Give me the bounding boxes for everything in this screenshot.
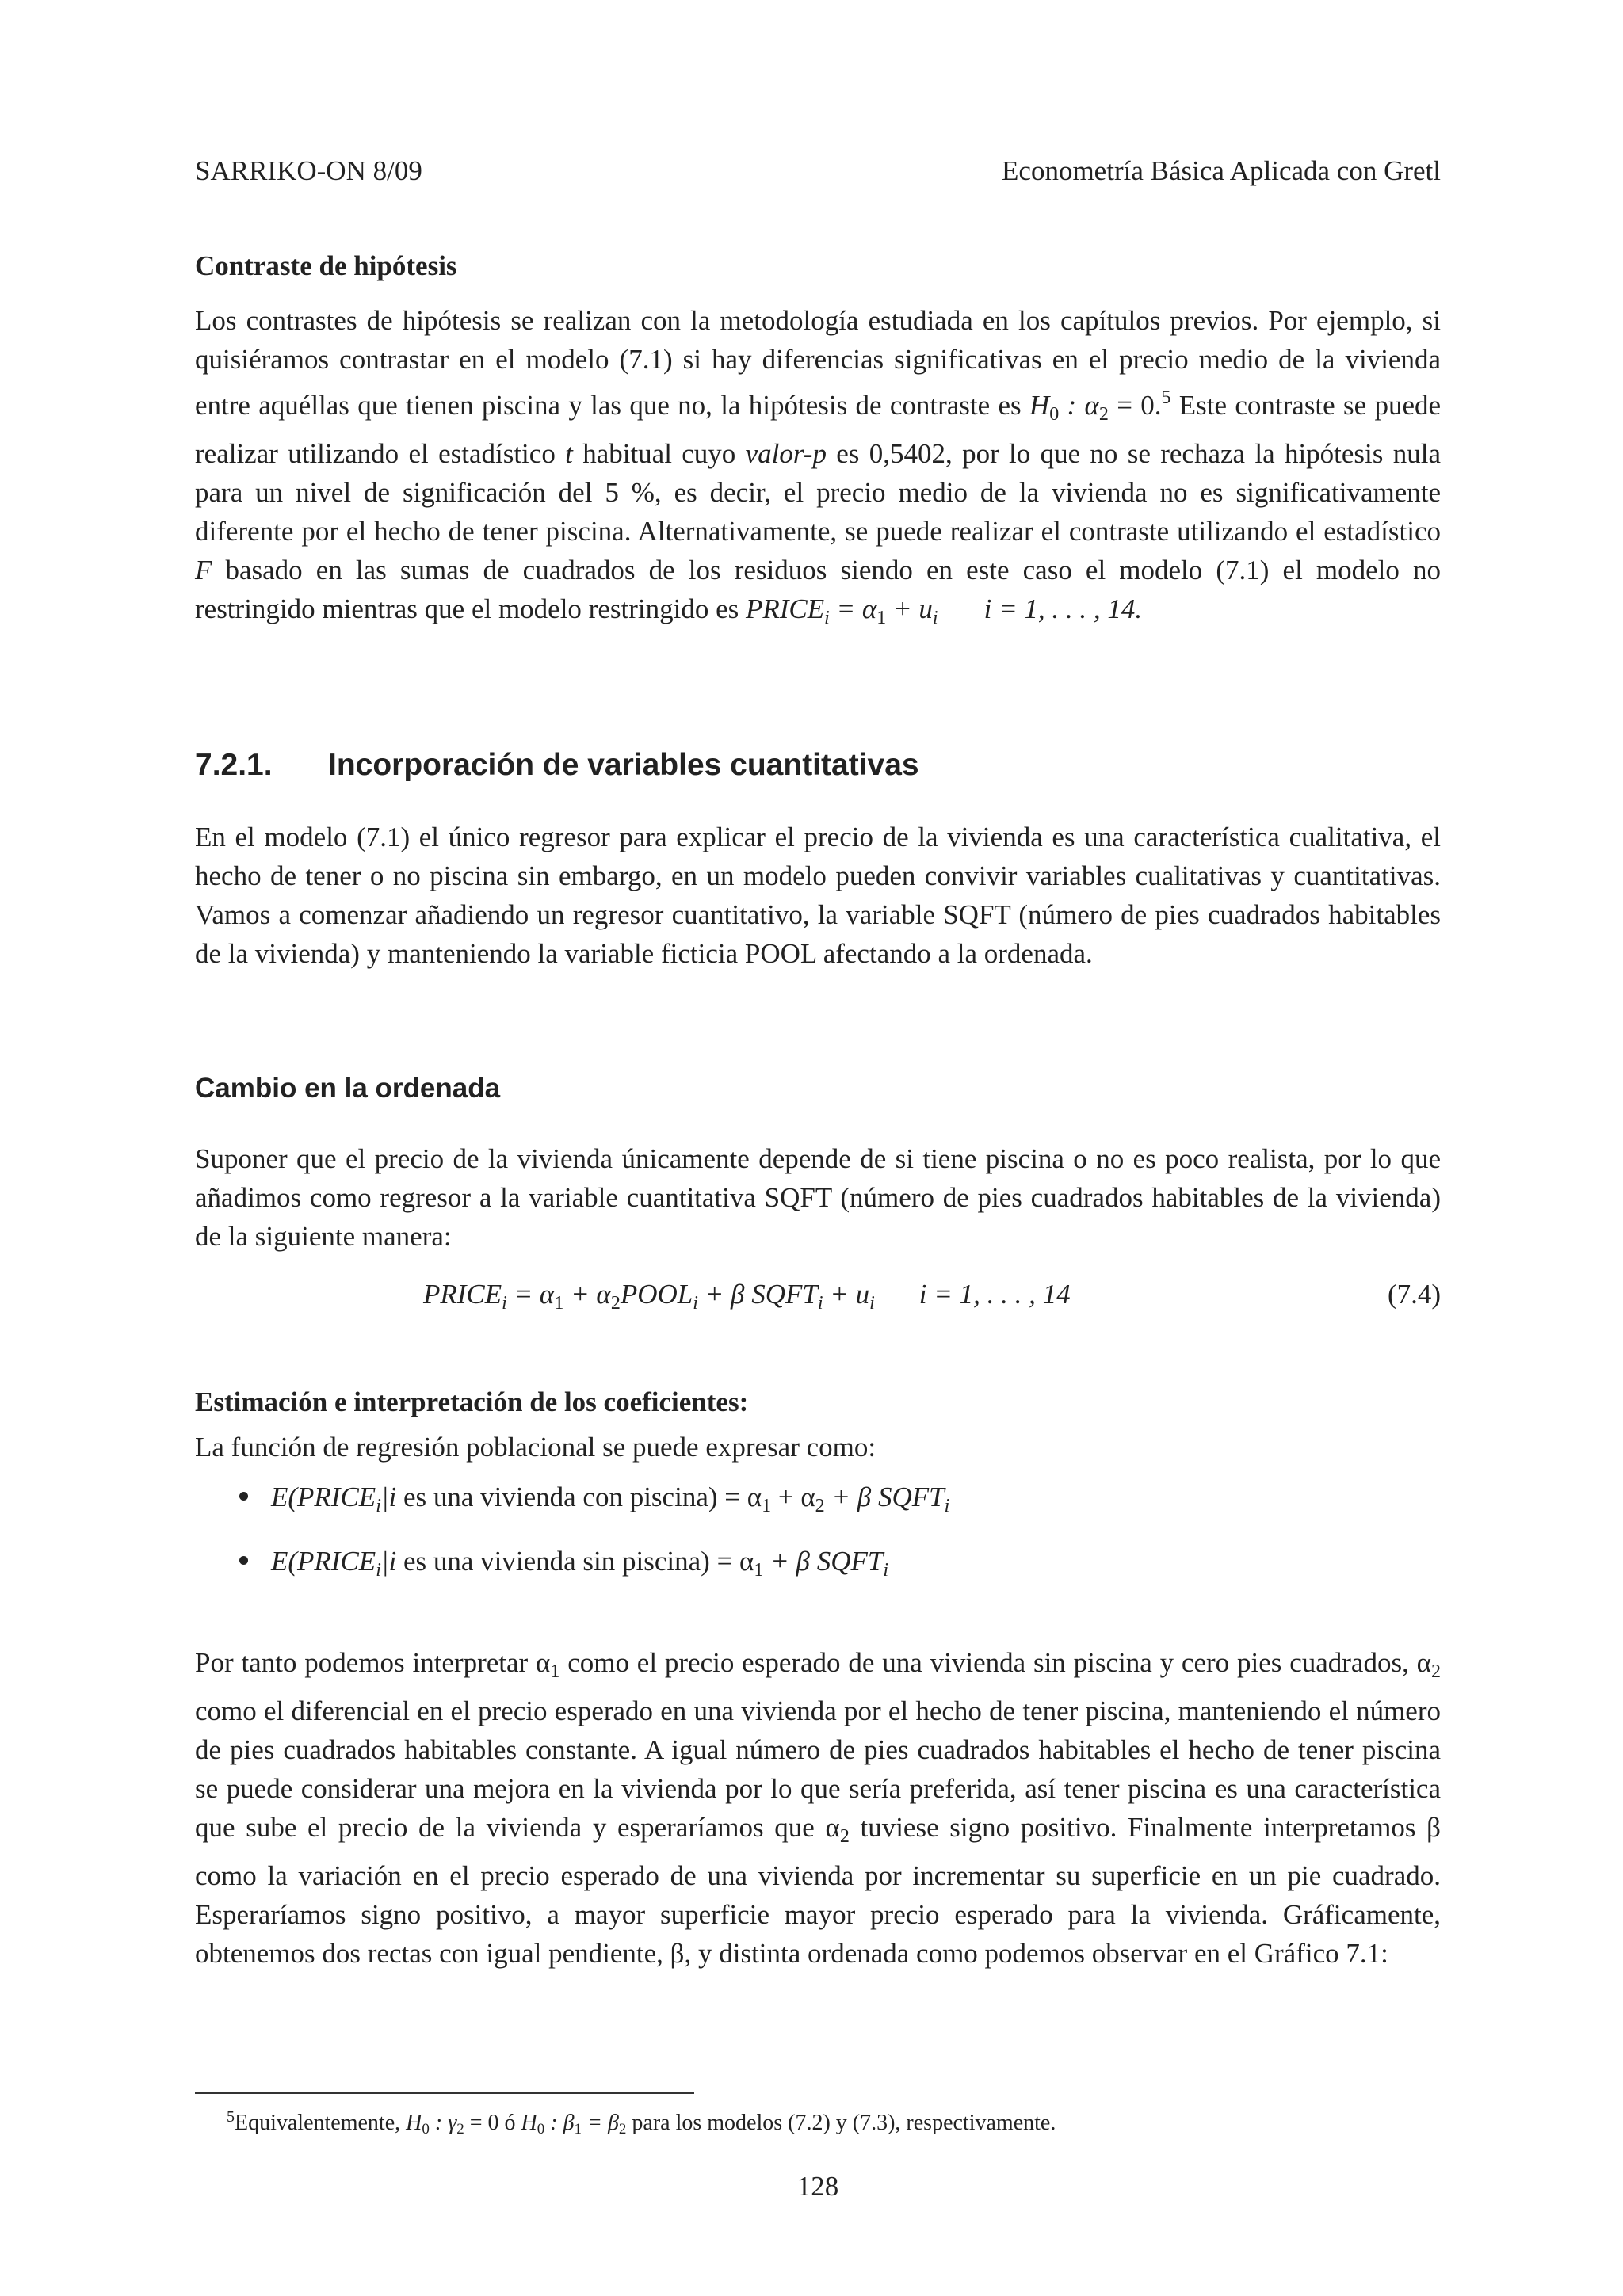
bullet-icon [239,1492,248,1501]
footnote-ref: 5 [1161,387,1171,408]
bullet-sin-piscina: $E(PRICE_i|i$ es una vivienda sin piscina) = $\alpha_1 + \beta$ $SQFT_i$ [195,1542,1441,1590]
equation-body: $PRICE_i = \alpha_1$ + $\alpha_2POOL_i + \beta$ $SQFT_i + u_i$ i = 1, . . . , 14 [423,1279,1071,1314]
section-title: Incorporación de variables cuantitativas [328,748,919,782]
contraste-paragraph: Los contrastes de hipótesis se realizan con la metodología estudiada en los capítulos previos. Por ejemplo, si quisiéramos contrastar en el modelo (7.1) si hay diferencias significativas en el precio medio de la vivienda entre aquéllas que tienen piscina y las que no, la hipótesis de contraste es $H_0$ : $\alpha_2 = 0.^5$ Este contraste se puede realizar utilizando el estadístico t habitual cuyo valor-p es 0,5402, por lo que no se rechaza la hipótesis nula para un nivel de significación del 5 %, es decir, el precio medio de la vivienda no es significativamente diferente por el hecho de tener piscina. Alternativamente, se puede realizar el contraste utilizando el estadístico F basado en las sumas de cuadrados de los residuos siendo en este caso el modelo (7.1) el modelo no restringido mientras que el modelo restringido es $PRICE_i = \alpha_1 + u_i$ i = 1, . . . , 14. [195,305,1442,628]
section-number: 7.2.1. [195,748,273,782]
cambio-heading: Cambio en la ordenada [195,1073,501,1104]
running-header [195,155,1441,187]
estimacion-intro: La función de regresión poblacional se puede expresar como: [195,1432,876,1463]
page-number: 128 [796,2171,839,2202]
regression-bullets [195,1478,1441,1590]
contraste-section [195,250,1441,638]
contraste-heading: Contraste de hipótesis [195,250,457,281]
footnote-rule [195,2092,694,2094]
bullet-icon [239,1556,248,1565]
estimacion-section [195,1386,1441,1590]
interpretation-paragraph: Por tanto podemos interpretar $\alpha_1$ como el precio esperado de una vivienda sin piscina y cero pies cuadrados, $\alpha_2$ como el diferencial en el precio esperado en una vivienda por el hecho de tener piscina, manteniendo el número de pies cuadrados habitables constante. A igual número de pies cuadrados habitables el hecho de tener piscina se puede considerar una mejora en la vivienda por lo que sería preferida, así tener piscina es una característica que sube el precio de la vivienda y esperaríamos que $\alpha_2$ tuviese signo positivo. Finalmente interpretamos β como la variación en el precio esperado de una vivienda por incrementar su superficie en un pie cuadrado. Esperaríamos signo positivo, a mayor superficie mayor precio esperado para la vivienda. Gráficamente, obtenemos dos rectas con igual pendiente, β, y distinta ordenada como podemos observar en el Gráfico 7.1: [195,1647,1441,1969]
interpretation-section [195,1643,1441,1973]
section-paragraph: En el modelo (7.1) el único regresor para explicar el precio de la vivienda es una característica cualitativa, el hecho de tener o no piscina sin embargo, en un modelo pueden convivir variables cualitativas y cuantitativas. Vamos a comenzar añadiendo un regresor cuantitativo, la variable SQFT (número de pies cuadrados habitables de la vivienda) y manteniendo la variable ficticia POOL afectando a la ordenada. [195,822,1441,969]
cambio-paragraph: Suponer que el precio de la vivienda únicamente depende de si tiene piscina o no es poco realista, por lo que añadimos como regresor a la variable cuantitativa SQFT (número de pies cuadrados habitables de la vivienda) de la siguiente manera: [195,1143,1441,1252]
bullet-con-piscina: $E(PRICE_i|i$ es una vivienda con piscina) = $\alpha_1 + \alpha_2 + \beta$ $SQFT_i$ [195,1478,1441,1526]
header-left: SARRIKO-ON 8/09 [195,155,422,186]
footnote: $^5$Equivalentemente, $H_0$ : $\gamma_2 = 0$ ó $H_0$ : $\beta_1 = \beta_2$ para los modelos (7.2) y (7.3), respectivamente. [227,2108,1056,2138]
header-right: Econometría Básica Aplicada con Gretl [1002,155,1441,186]
estimacion-heading: Estimación e interpretación de los coeficientes: [195,1386,749,1417]
section-7-2-1 [195,748,1441,973]
equation-number: (7.4) [1387,1279,1441,1310]
cambio-section [195,1073,1441,1256]
section-heading [195,748,1441,783]
